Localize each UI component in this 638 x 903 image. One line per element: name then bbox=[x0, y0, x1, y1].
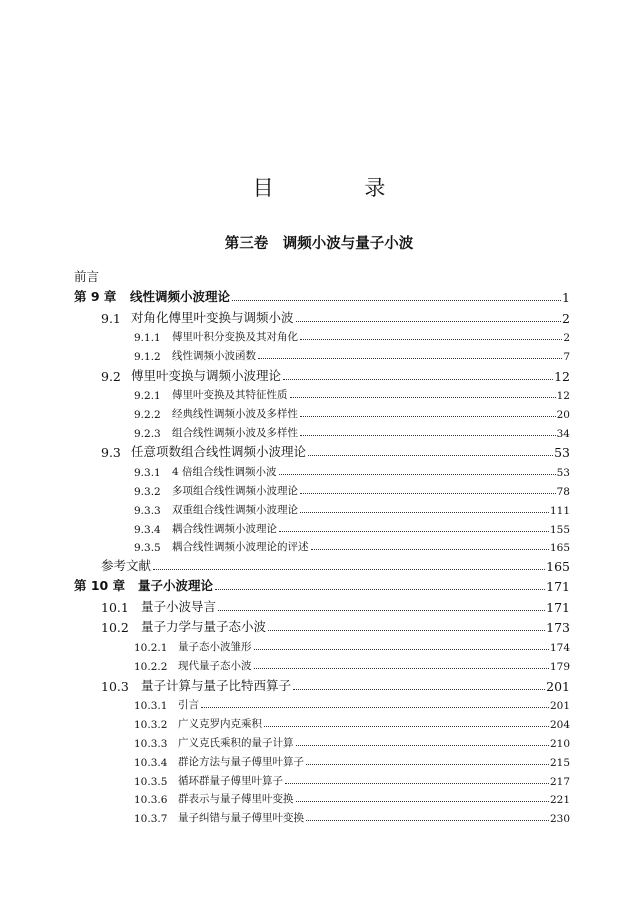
subsection-title: 线性调频小波函数 bbox=[172, 350, 256, 363]
section-number: 9.3 bbox=[101, 445, 121, 461]
section-page: 2 bbox=[562, 310, 570, 326]
toc-subsection-9-1-2[interactable] bbox=[74, 344, 570, 363]
subsection-title: 耦合线性调频小波理论 bbox=[172, 522, 277, 535]
chapter-number: 第 10 章 bbox=[74, 578, 126, 594]
subsection-page: 204 bbox=[549, 719, 570, 732]
dot-leader bbox=[268, 630, 545, 631]
chapter-page: 171 bbox=[546, 579, 570, 595]
references-title: 参考文献 bbox=[101, 558, 152, 574]
dot-leader bbox=[201, 707, 549, 708]
dot-leader bbox=[300, 416, 556, 417]
subsection-title: 群表示与量子傅里叶变换 bbox=[178, 793, 294, 806]
subsection-page: 230 bbox=[549, 813, 570, 826]
subsection-title: 组合线性调频小波及多样性 bbox=[172, 426, 298, 439]
subsection-number: 10.3.1 bbox=[134, 700, 168, 713]
subsection-number: 10.3.2 bbox=[134, 719, 168, 732]
toc-chapter-10[interactable] bbox=[74, 574, 570, 594]
toc-subsection-9-2-2[interactable] bbox=[74, 402, 570, 421]
dot-leader bbox=[296, 801, 549, 802]
dot-leader bbox=[279, 474, 556, 475]
section-title: 量子小波导言 bbox=[141, 598, 217, 614]
dot-leader bbox=[218, 610, 545, 611]
subsection-title: 引言 bbox=[178, 699, 199, 712]
subsection-number: 9.2.3 bbox=[134, 427, 161, 440]
toc-subsection-10-3-2[interactable] bbox=[74, 712, 570, 731]
chapter-title: 量子小波理论 bbox=[138, 578, 214, 594]
subsection-number: 10.3.4 bbox=[134, 756, 168, 769]
subsection-page: 53 bbox=[556, 467, 570, 480]
subsection-page: 2 bbox=[563, 332, 570, 345]
subsection-title: 耦合线性调频小波理论的评述 bbox=[172, 541, 309, 554]
dot-leader bbox=[300, 339, 562, 340]
subsection-number: 9.3.4 bbox=[134, 523, 161, 536]
subsection-page: 111 bbox=[549, 504, 570, 517]
subsection-title: 4 倍组合线性调频小波 bbox=[172, 466, 277, 479]
toc-section-10-1[interactable] bbox=[74, 594, 570, 615]
subsection-title: 循环群量子傅里叶算子 bbox=[178, 774, 283, 787]
dot-leader bbox=[254, 649, 549, 650]
dot-leader bbox=[279, 531, 549, 532]
subsection-number: 10.3.5 bbox=[134, 775, 168, 788]
toc-subsection-9-3-4[interactable] bbox=[74, 517, 570, 536]
chapter-title: 线性调频小波理论 bbox=[130, 289, 231, 304]
page-title: 目 录 bbox=[252, 176, 428, 200]
chapter-number: 第 9 章 bbox=[74, 289, 117, 304]
subsection-page: 215 bbox=[549, 756, 570, 769]
section-title: 量子力学与量子态小波 bbox=[141, 619, 267, 635]
subsection-page: 34 bbox=[556, 427, 570, 440]
subsection-page: 155 bbox=[549, 523, 570, 536]
subsection-number: 9.2.2 bbox=[134, 409, 161, 422]
toc-subsection-9-1-1[interactable] bbox=[74, 326, 570, 345]
references-page: 165 bbox=[546, 559, 570, 575]
dot-leader bbox=[296, 745, 549, 746]
dot-leader bbox=[311, 549, 549, 550]
table-of-contents bbox=[74, 268, 570, 825]
subsection-number: 10.3.7 bbox=[134, 813, 168, 826]
toc-preface[interactable] bbox=[74, 268, 570, 285]
dot-leader bbox=[306, 764, 549, 765]
section-title: 任意项数组合线性调频小波理论 bbox=[131, 444, 307, 460]
subsection-title: 量子态小波雏形 bbox=[178, 641, 252, 654]
subsection-title: 广义克氏乘积的量子计算 bbox=[178, 736, 294, 749]
subsection-page: 221 bbox=[549, 794, 570, 807]
toc-references[interactable] bbox=[74, 554, 570, 574]
dot-leader bbox=[300, 435, 556, 436]
dot-leader bbox=[290, 397, 556, 398]
section-page: 12 bbox=[554, 368, 570, 384]
section-title: 对角化傅里叶变换与调频小波 bbox=[131, 309, 294, 325]
subsection-number: 10.2.1 bbox=[134, 642, 168, 655]
toc-section-9-3[interactable] bbox=[74, 440, 570, 461]
dot-leader bbox=[215, 589, 545, 590]
subsection-title: 傅里叶积分变换及其对角化 bbox=[172, 331, 298, 344]
subsection-page: 174 bbox=[549, 642, 570, 655]
dot-leader bbox=[296, 321, 562, 322]
subsection-number: 9.3.3 bbox=[134, 504, 161, 517]
section-page: 173 bbox=[546, 620, 570, 636]
subsection-number: 9.2.1 bbox=[134, 390, 161, 403]
subsection-page: 179 bbox=[549, 661, 570, 674]
subsection-title: 双重组合线性调频小波理论 bbox=[172, 503, 298, 516]
toc-section-9-1[interactable] bbox=[74, 305, 570, 326]
toc-subsection-10-2-2[interactable] bbox=[74, 654, 570, 673]
dot-leader bbox=[153, 569, 545, 570]
subsection-page: 210 bbox=[549, 737, 570, 750]
subsection-page: 201 bbox=[549, 700, 570, 713]
section-number: 10.3 bbox=[101, 678, 129, 694]
section-page: 53 bbox=[554, 445, 570, 461]
subsection-number: 10.3.6 bbox=[134, 794, 168, 807]
toc-subsection-10-3-3[interactable] bbox=[74, 731, 570, 750]
dot-leader bbox=[258, 358, 562, 359]
toc-subsection-9-2-1[interactable] bbox=[74, 384, 570, 403]
subsection-page: 20 bbox=[556, 409, 570, 422]
toc-subsection-9-2-3[interactable] bbox=[74, 421, 570, 440]
dot-leader bbox=[300, 493, 556, 494]
toc-section-9-2[interactable] bbox=[74, 363, 570, 384]
section-number: 10.2 bbox=[101, 620, 129, 636]
volume-title: 第三卷 调频小波与量子小波 bbox=[224, 236, 414, 252]
toc-subsection-10-3-6[interactable] bbox=[74, 788, 570, 807]
section-number: 9.2 bbox=[101, 368, 121, 384]
section-number: 9.1 bbox=[101, 310, 121, 326]
subsection-number: 9.3.1 bbox=[134, 467, 161, 480]
dot-leader bbox=[283, 379, 553, 380]
toc-subsection-10-3-1[interactable] bbox=[74, 694, 570, 713]
dot-leader bbox=[300, 512, 549, 513]
toc-subsection-10-3-5[interactable] bbox=[74, 769, 570, 788]
subsection-title: 现代量子态小波 bbox=[178, 660, 252, 673]
toc-preface-title: 前言 bbox=[74, 269, 100, 284]
subsection-title: 多项组合线性调频小波理论 bbox=[172, 485, 298, 498]
dot-leader bbox=[264, 726, 549, 727]
dot-leader bbox=[293, 689, 545, 690]
toc-section-10-2[interactable] bbox=[74, 615, 570, 636]
dot-leader bbox=[308, 455, 553, 456]
toc-subsection-9-3-1[interactable] bbox=[74, 460, 570, 479]
subsection-number: 9.3.5 bbox=[134, 542, 161, 555]
toc-section-10-3[interactable] bbox=[74, 673, 570, 694]
dot-leader bbox=[306, 820, 549, 821]
chapter-page: 1 bbox=[562, 290, 570, 305]
section-page: 171 bbox=[546, 599, 570, 615]
toc-subsection-10-3-7[interactable] bbox=[74, 806, 570, 825]
subsection-title: 经典线性调频小波及多样性 bbox=[172, 408, 298, 421]
dot-leader bbox=[254, 668, 549, 669]
subsection-number: 9.1.1 bbox=[134, 332, 161, 345]
subsection-page: 7 bbox=[563, 351, 570, 364]
subsection-number: 10.3.3 bbox=[134, 737, 168, 750]
toc-subsection-10-2-1[interactable] bbox=[74, 635, 570, 654]
subsection-page: 78 bbox=[556, 486, 570, 499]
subsection-page: 12 bbox=[556, 390, 570, 403]
subsection-title: 量子纠错与量子傅里叶变换 bbox=[178, 812, 304, 825]
dot-leader bbox=[285, 783, 549, 784]
toc-subsection-9-3-2[interactable] bbox=[74, 479, 570, 498]
toc-subsection-9-3-3[interactable] bbox=[74, 498, 570, 517]
subsection-title: 广义克罗内克乘积 bbox=[178, 718, 262, 731]
subsection-number: 10.2.2 bbox=[134, 661, 168, 674]
subsection-number: 9.1.2 bbox=[134, 351, 161, 364]
subsection-title: 群论方法与量子傅里叶算子 bbox=[178, 755, 304, 768]
section-page: 201 bbox=[546, 678, 570, 694]
dot-leader bbox=[232, 300, 561, 301]
section-title: 量子计算与量子比特西算子 bbox=[141, 677, 292, 693]
section-number: 10.1 bbox=[101, 599, 129, 615]
subsection-page: 165 bbox=[549, 542, 570, 555]
toc-chapter-9[interactable] bbox=[74, 285, 570, 305]
toc-subsection-10-3-4[interactable] bbox=[74, 750, 570, 769]
section-title: 傅里叶变换与调频小波理论 bbox=[131, 367, 282, 383]
subsection-title: 傅里叶变换及其特征性质 bbox=[172, 389, 288, 402]
toc-subsection-9-3-5[interactable] bbox=[74, 536, 570, 555]
subsection-number: 9.3.2 bbox=[134, 486, 161, 499]
subsection-page: 217 bbox=[549, 775, 570, 788]
